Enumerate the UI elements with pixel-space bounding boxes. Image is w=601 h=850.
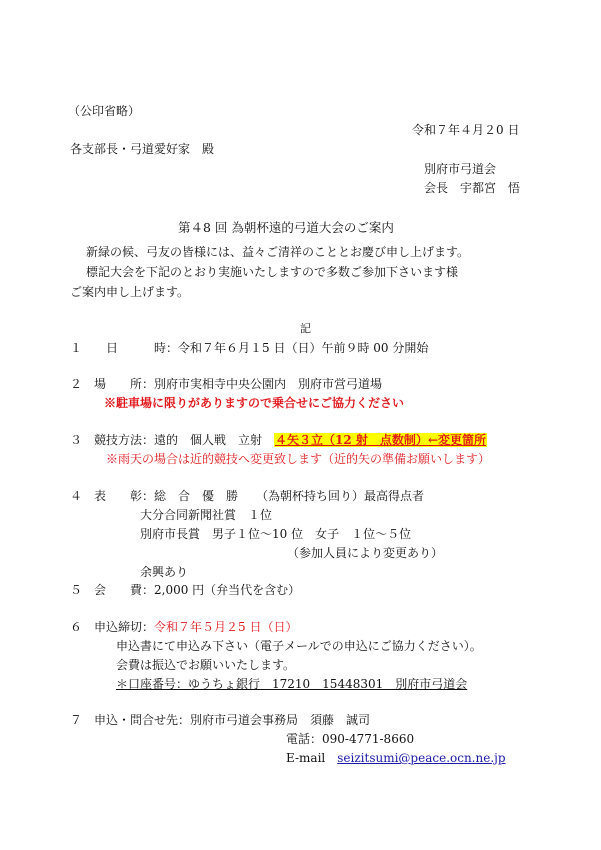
recipient-line: 各支部長・弓道愛好家 殿	[70, 142, 215, 156]
item-date-time: １ 日 時：令和７年６月１5 日（日）午前９時 00 分開始	[70, 341, 429, 355]
item-competition-method	[70, 433, 487, 447]
intro-line-3: ご案内申し上げます。	[70, 285, 190, 299]
parking-note: ※駐車場に限りがありますので乗合せにご協力ください	[104, 396, 405, 410]
award-entertainment: 余興あり	[140, 565, 189, 579]
document-title: 第４8 回 為朝杯遠的弓道大会のご案内	[178, 220, 394, 235]
method-change-highlight: ４矢３立（12 射 点数制）←変更箇所	[275, 433, 486, 447]
award-mayor-prize: 別府市長賞 男子１位～10 位 女子 １位～５位	[140, 527, 412, 541]
item-fee: ５ 会 費：2,000 円（弁当代を含む）	[70, 583, 301, 597]
method-label: ３ 競技方法：遠的 個人戦 立射	[70, 433, 275, 447]
item-contact: ７ 申込・問合せ先：別府市弓道会事務局 須藤 誠司	[70, 713, 371, 727]
apply-instruction: 申込書にて申込み下さい（電子メールでの申込にご協力ください）。	[116, 639, 482, 653]
intro-line-1: 新緑の候、弓友の皆様には、益々ご清祥のこととお慶び申し上げます。	[86, 245, 470, 259]
ki-heading: 記	[300, 322, 311, 335]
contact-email	[286, 751, 506, 765]
rain-note: ※雨天の場合は近的競技へ変更致します（近的矢の準備お願いします）	[106, 452, 491, 466]
email-label: E-mail	[286, 751, 338, 765]
seal-omitted-note: （公印省略）	[68, 104, 141, 118]
president-name: 会長 宇都宮 悟	[424, 181, 521, 195]
item-venue: ２ 場 所：別府市実相寺中央公園内 別府市営弓道場	[70, 377, 383, 391]
deadline-label: ６ 申込締切：	[70, 620, 155, 634]
notice-date: 令和７年４月２0 日	[412, 123, 520, 137]
award-newspaper-prize: 大分合同新聞社賞 １位	[140, 508, 273, 522]
item-awards: ４ 表 彰：総 合 優 勝 （為朝杯持ち回り）最高得点者	[70, 489, 425, 503]
deadline-date: 令和７年５月２5 日（日）	[154, 620, 298, 634]
contact-phone: 電話：090-4771-8660	[286, 732, 415, 746]
bank-account: ＊口座番号：ゆうちょ銀行 17210 15448301 別府市弓道会	[116, 677, 468, 691]
email-link[interactable]: seizitsumi@peace.ocn.ne.jp	[337, 751, 506, 765]
payment-instruction: 会費は振込でお願いいたします。	[116, 658, 296, 672]
award-change-note: （参加人員により変更あり）	[287, 546, 444, 560]
item-deadline	[70, 620, 297, 634]
intro-line-2: 標記大会を下記のとおり実施いたしますので多数ご参加下さいます様	[86, 265, 459, 279]
organization-name: 別府市弓道会	[424, 162, 497, 176]
